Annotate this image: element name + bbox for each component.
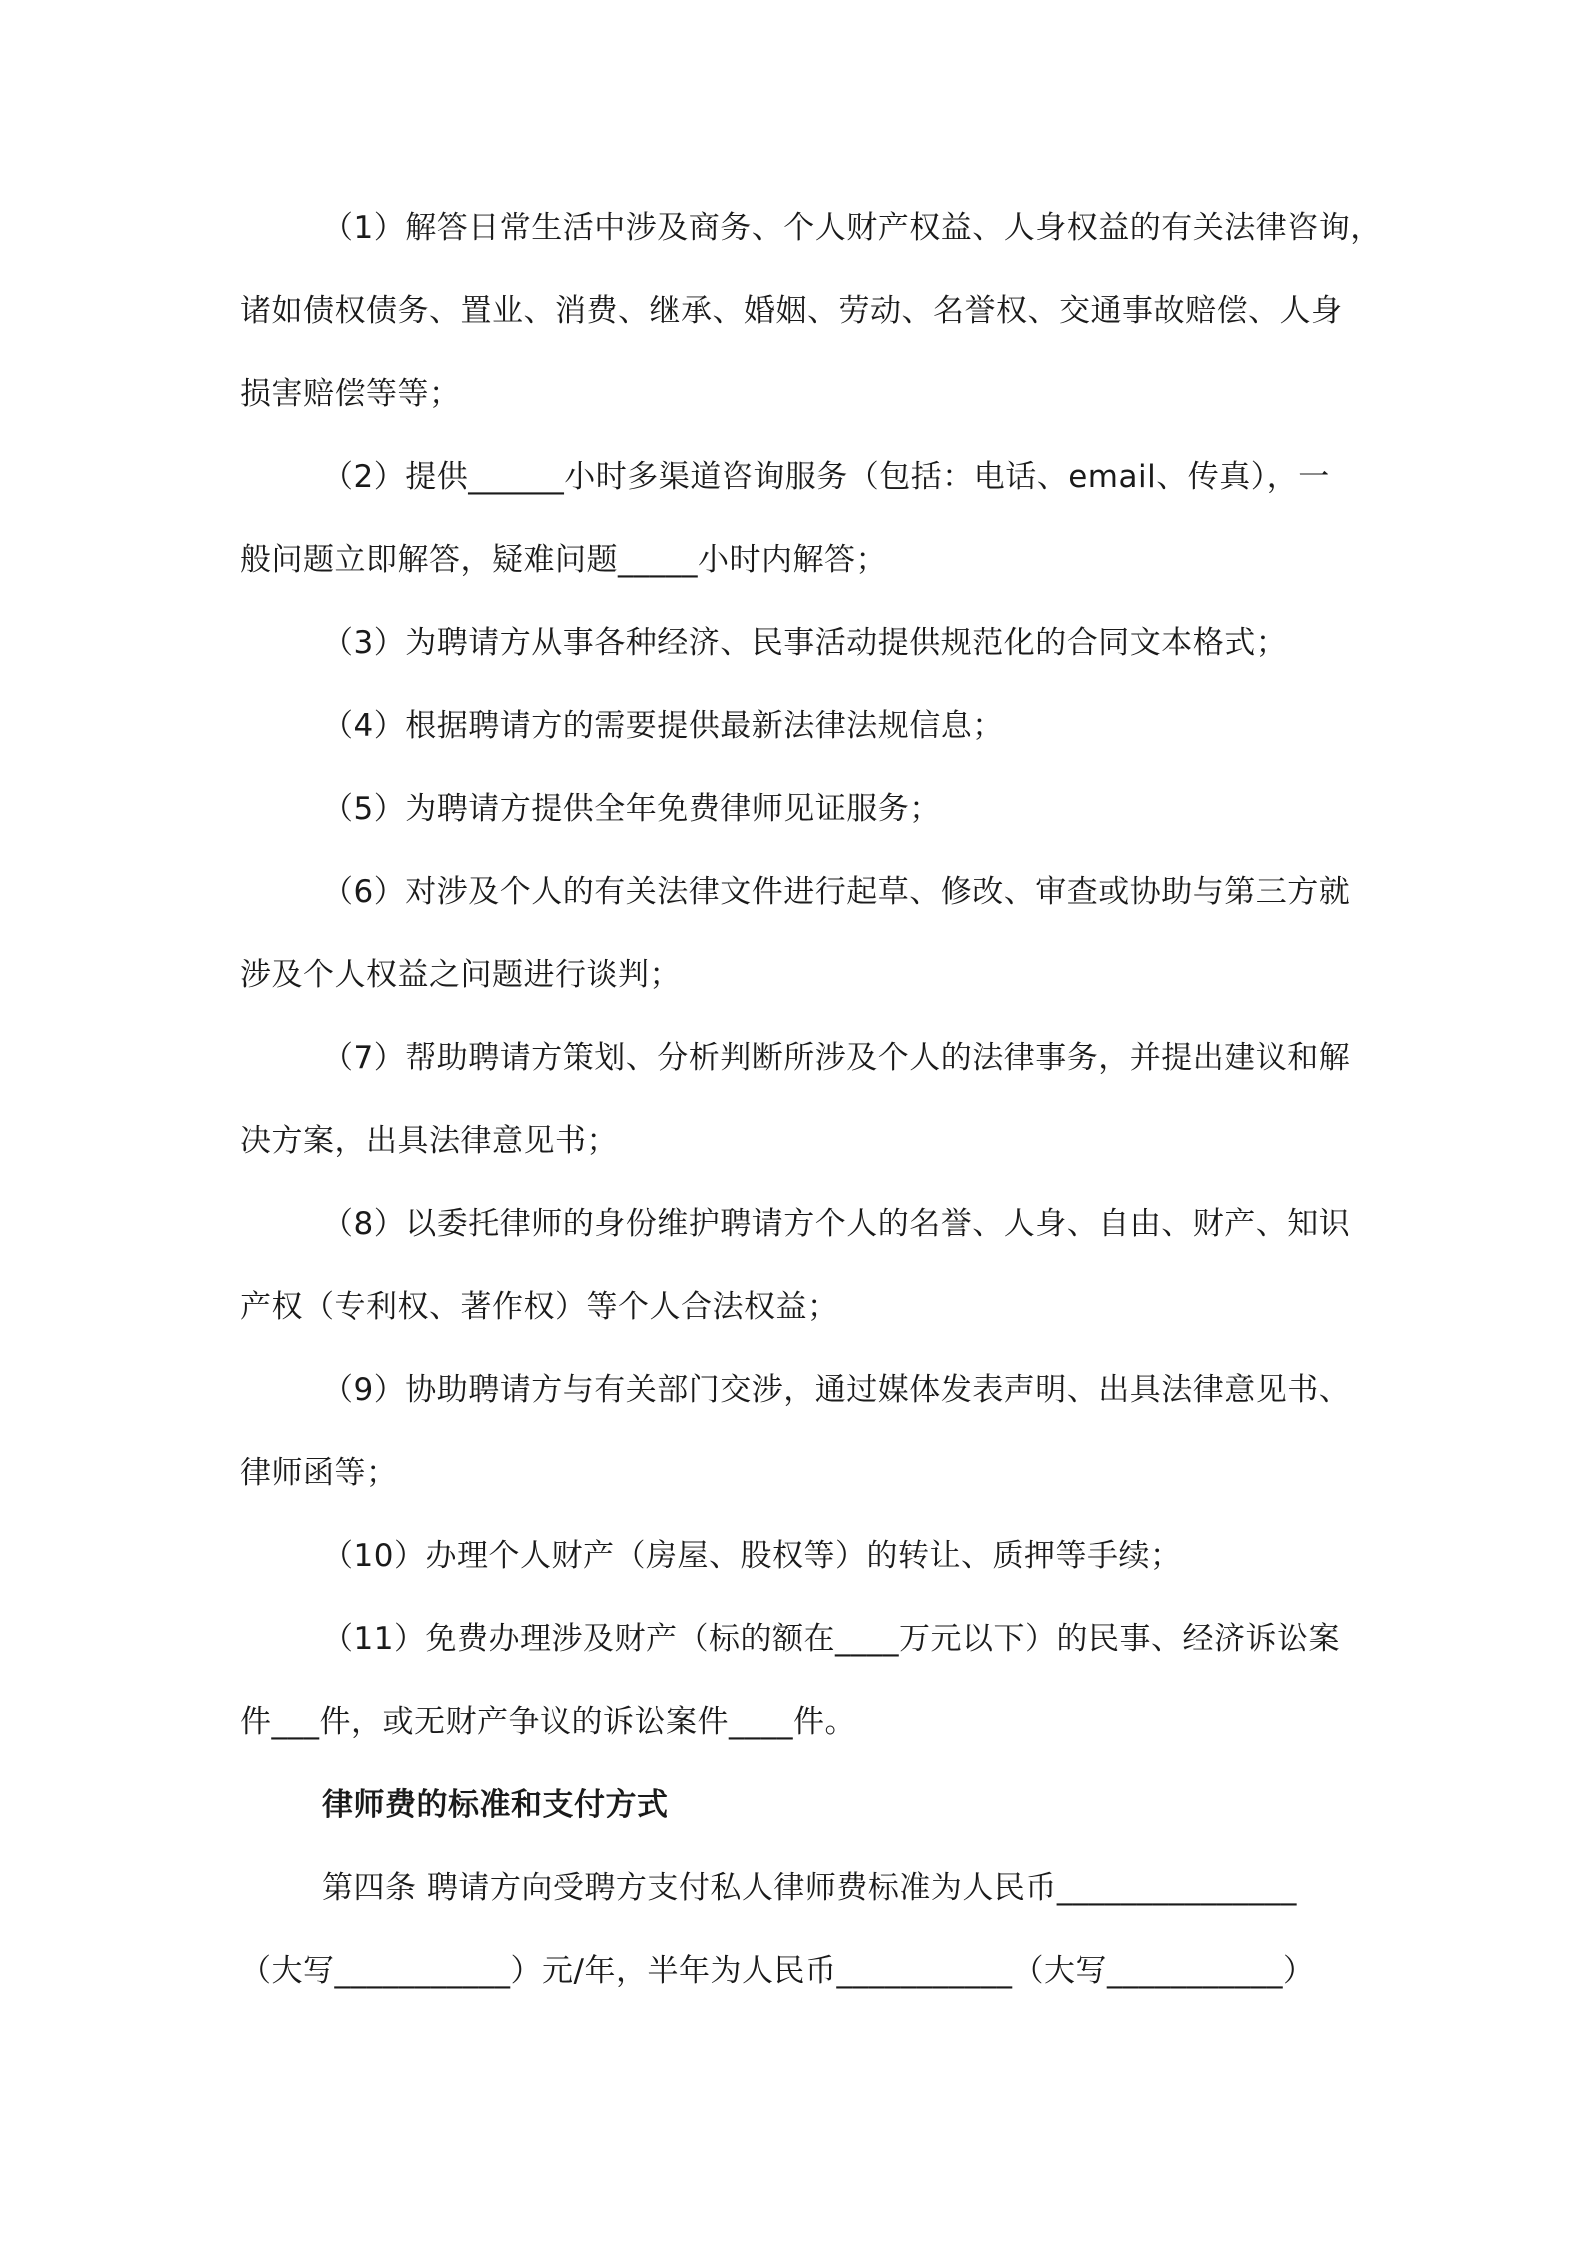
clause-1-line-1: （1）解答日常生活中涉及商务、个人财产权益、人身权益的有关法律咨询， xyxy=(322,210,1382,246)
clause-6-line-2: 涉及个人权益之问题进行谈判； xyxy=(240,957,681,993)
clause-9-line-2: 律师函等； xyxy=(240,1455,398,1491)
clause-1-line-3: 损害赔偿等等； xyxy=(240,376,461,412)
clause-2-line-2: 般问题立即解答，疑难问题_____小时内解答； xyxy=(240,542,887,578)
clause-6-line-1: （6）对涉及个人的有关法律文件进行起草、修改、审查或协助与第三方就 xyxy=(322,874,1351,910)
clause-11-line-2: 件___件，或无财产争议的诉讼案件____件。 xyxy=(240,1704,856,1740)
document-body xyxy=(240,196,1382,2022)
section-heading: 律师费的标准和支付方式 xyxy=(322,1787,669,1823)
clause-7-line-2: 决方案，出具法律意见书； xyxy=(240,1123,618,1159)
clause-3: （3）为聘请方从事各种经济、民事活动提供规范化的合同文本格式； xyxy=(322,625,1288,661)
clause-1-line-2: 诸如债权债务、置业、消费、继承、婚姻、劳动、名誉权、交通事故赔偿、人身 xyxy=(240,293,1343,329)
clause-11-line-1: （11）免费办理涉及财产（标的额在____万元以下）的民事、经济诉讼案 xyxy=(322,1621,1340,1657)
clause-8-line-1: （8）以委托律师的身份维护聘请方个人的名誉、人身、自由、财产、知识 xyxy=(322,1206,1351,1242)
clause-5: （5）为聘请方提供全年免费律师见证服务； xyxy=(322,791,941,827)
clause-8-line-2: 产权（专利权、著作权）等个人合法权益； xyxy=(240,1289,839,1325)
clause-9-line-1: （9）协助聘请方与有关部门交涉，通过媒体发表声明、出具法律意见书、 xyxy=(322,1372,1351,1408)
clause-10: （10）办理个人财产（房屋、股权等）的转让、质押等手续； xyxy=(322,1538,1182,1574)
article-4-line-2: （大写___________）元/年，半年为人民币___________（大写___________） xyxy=(240,1953,1315,1989)
clause-4: （4）根据聘请方的需要提供最新法律法规信息； xyxy=(322,708,1004,744)
article-4-line-1: 第四条 聘请方向受聘方支付私人律师费标准为人民币_______________ xyxy=(322,1870,1297,1906)
clause-2-line-1: （2）提供______小时多渠道咨询服务（包括：电话、email、传真），一 xyxy=(322,459,1330,495)
clause-7-line-1: （7）帮助聘请方策划、分析判断所涉及个人的法律事务，并提出建议和解 xyxy=(322,1040,1351,1076)
